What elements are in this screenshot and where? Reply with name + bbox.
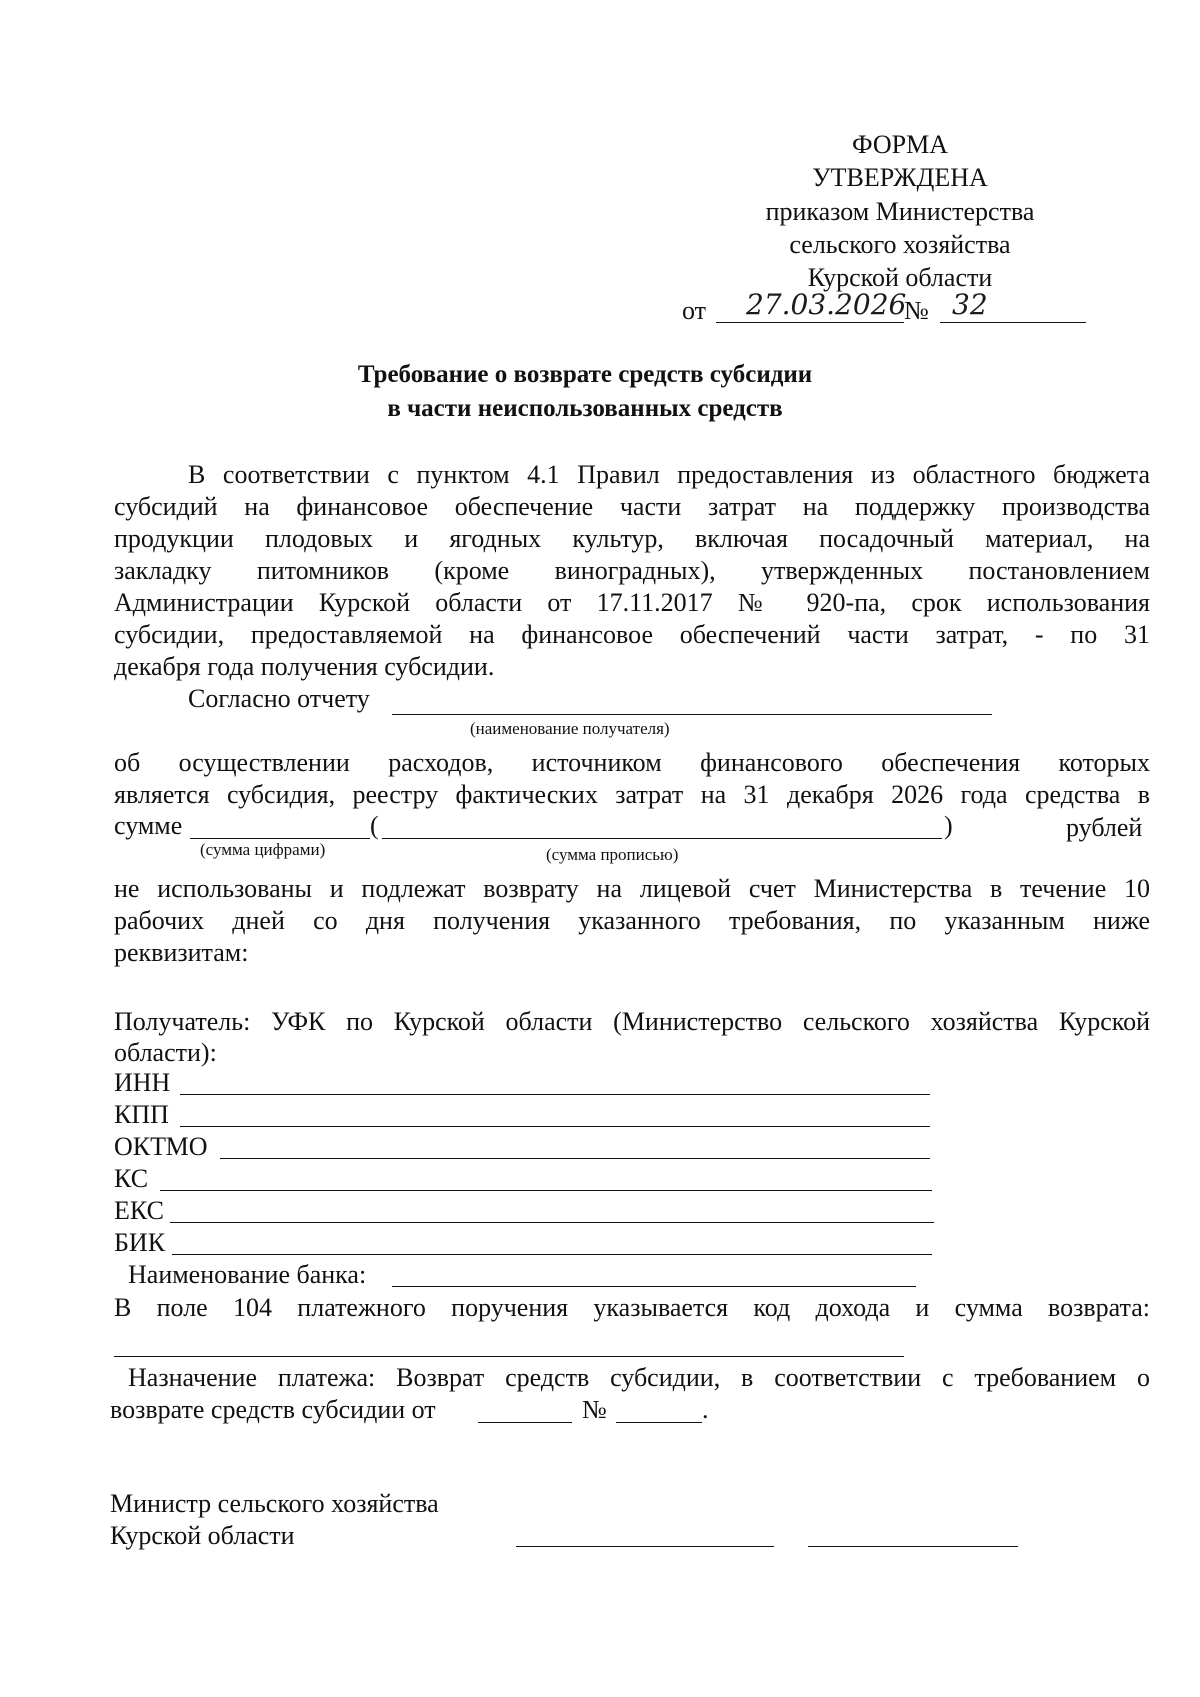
oktmo-field-line[interactable] [220,1158,930,1159]
signature-region: Курской области [110,1521,295,1550]
approval-number-line [940,322,1086,323]
paragraph-line: субсидий на финансовое обеспечение части затрат на поддержку производства [114,492,1150,521]
sum-digits-line[interactable] [190,838,370,839]
paragraph-line: закладку питомников (кроме виноградных), утвержденных постановлением [114,556,1150,585]
purpose-end: . [702,1395,709,1424]
recipient-name-caption: (наименование получателя) [470,719,670,738]
report-after-line: не использованы и подлежат возврату на лицевой счет Министерства в течение 10 [114,874,1150,903]
bank-name-label: Наименование банка: [128,1260,367,1289]
approval-approved: УТВЕРЖДЕНА [812,163,988,192]
document-title-line2: в части неиспользованных средств [387,395,783,422]
approval-number-label: № [904,296,929,325]
field104-line[interactable] [114,1356,904,1357]
approval-number-handwritten: 32 [952,288,988,321]
approval-date-handwritten: 27.03.2026 [746,288,907,321]
signature-title: Министр сельского хозяйства [110,1489,439,1518]
report-after-line: рабочих дней со дня получения указанного требования, по указанным ниже [114,906,1150,935]
recipient-name-line[interactable] [392,714,992,715]
approval-date-line [716,322,904,323]
field104-text: В поле 104 платежного поручения указывается код дохода и сумма возврата: [114,1293,1150,1322]
payment-purpose-line: Назначение платежа: Возврат средств субсидии, в соответствии с требованием о [128,1363,1150,1392]
eks-label: ЕКС [114,1196,164,1225]
purpose-date-line[interactable] [478,1422,572,1423]
signature-name-line[interactable] [808,1546,1018,1547]
eks-field-line[interactable] [170,1222,934,1223]
payment-purpose-prefix: возврате средств субсидии от [110,1395,436,1424]
paragraph-line: декабря года получения субсидии. [114,652,495,681]
paragraph-line: субсидии, предоставляемой на финансовое обеспечений части затрат, - по 31 [114,620,1150,649]
approval-from-label: от [682,296,707,325]
ks-label: КС [114,1164,149,1193]
sum-digits-caption: (сумма цифрами) [200,840,326,859]
bank-name-field-line[interactable] [392,1286,916,1287]
sum-words-caption: (сумма прописью) [546,845,679,864]
recipient-line: области): [114,1038,217,1067]
approval-region: Курской области [807,263,993,292]
report-label: Согласно отчету [188,684,370,713]
paragraph-line: Администрации Курской области от 17.11.2017 № 920-па, срок использования [114,588,1150,617]
document-title-line1: Требование о возврате средств субсидии [357,361,813,388]
inn-label: ИНН [114,1068,171,1097]
purpose-number-label: № [582,1395,607,1424]
inn-field-line[interactable] [180,1094,930,1095]
approval-order: приказом Министерства [765,197,1035,226]
sum-paren-open: ( [370,811,379,840]
report-line: об осуществлении расходов, источником финансового обеспечения которых [114,748,1150,777]
sum-label: сумме [114,811,183,840]
paragraph-line: продукции плодовых и ягодных культур, включая посадочный материал, на [114,524,1150,553]
bik-field-line[interactable] [172,1254,932,1255]
kpp-field-line[interactable] [180,1126,930,1127]
bik-label: БИК [114,1228,166,1257]
approval-ministry: сельского хозяйства [789,230,1011,259]
sum-paren-close: ) [944,811,953,840]
sum-words-line[interactable] [382,838,942,839]
recipient-line: Получатель: УФК по Курской области (Министерство сельского хозяйства Курской [114,1007,1150,1036]
ks-field-line[interactable] [160,1190,932,1191]
rubles-label: рублей [1066,813,1143,842]
paragraph-line: В соответствии с пунктом 4.1 Правил предоставления из областного бюджета [188,460,1150,489]
report-line: является субсидия, реестру фактических затрат на 31 декабря 2026 года средства в [114,780,1150,809]
signature-line[interactable] [516,1546,774,1547]
purpose-number-line[interactable] [616,1422,702,1423]
oktmo-label: ОКТМО [114,1132,208,1161]
report-after-line: реквизитам: [114,938,249,967]
kpp-label: КПП [114,1100,169,1129]
approval-form: ФОРМА [852,130,948,159]
